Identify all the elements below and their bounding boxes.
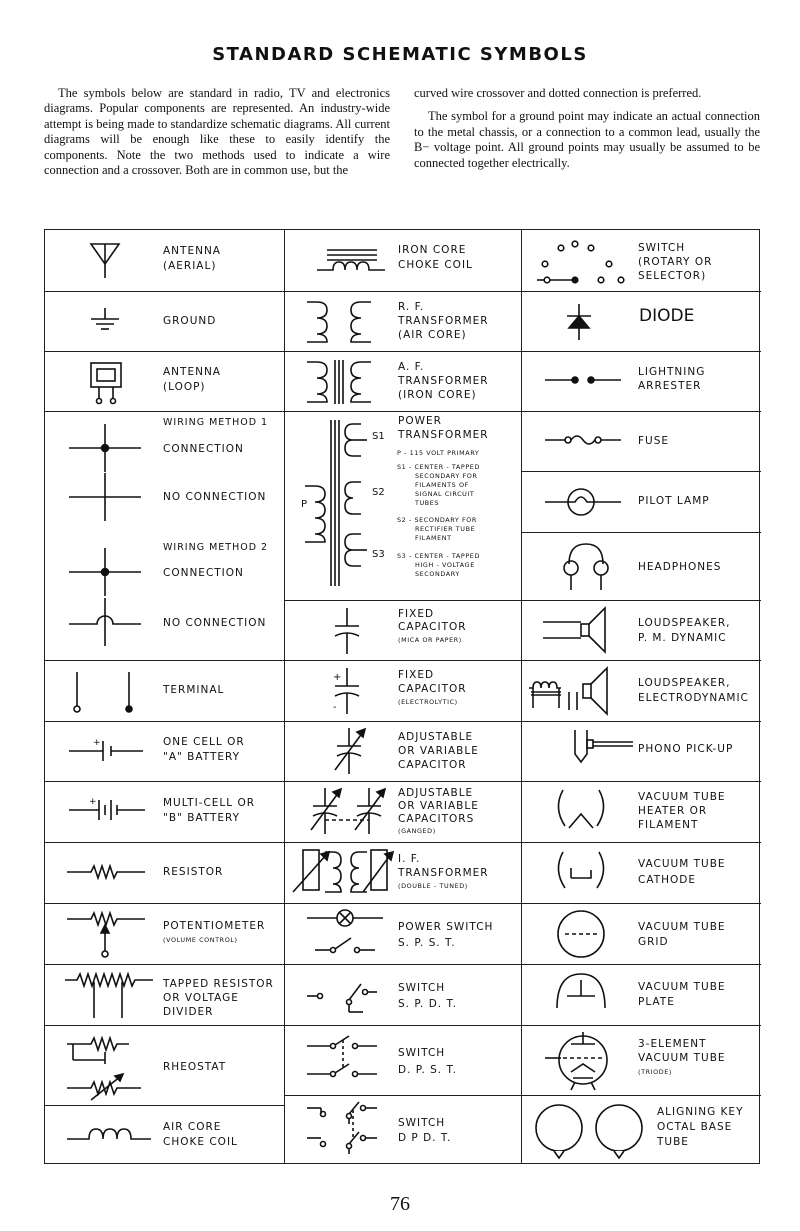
power-transformer-note: FILAMENTS OF (415, 481, 469, 489)
tapped-resistor-icon (63, 968, 159, 1024)
tube-grid-label-2: GRID (638, 936, 669, 948)
row-divider (45, 411, 284, 412)
power-transformer-note: S2 - SECONDARY FOR (397, 516, 477, 524)
row-divider (45, 721, 284, 722)
row-divider (521, 721, 761, 722)
row-divider (284, 1025, 521, 1026)
tube-plate-label: VACUUM TUBE (638, 981, 726, 993)
multicell-battery-label: MULTI-CELL OR (163, 797, 256, 809)
antenna-label: ANTENNA (163, 245, 221, 257)
electrodynamic-loudspeaker-label: LOUDSPEAKER, (638, 677, 731, 689)
wire-no-connection-label: NO CONNECTION (163, 491, 267, 503)
row-divider (521, 1025, 761, 1026)
power-transformer-note: RECTIFIER TUBE (415, 525, 476, 533)
air-core-choke-label: AIR CORE (163, 1121, 222, 1133)
ganged-capacitors-label-2: OR VARIABLE (398, 800, 479, 812)
wire-crossover-icon (65, 471, 145, 523)
rf-transformer-label: R. F. (398, 301, 425, 313)
power-transformer-label: POWER (398, 415, 442, 427)
tube-plate-label-2: PLATE (638, 996, 675, 1008)
row-divider (45, 842, 284, 843)
terminal-icon (69, 668, 139, 716)
loop-antenna-icon (85, 357, 129, 407)
dpdt-switch-label: SWITCH (398, 1117, 446, 1129)
if-transformer-icon (289, 846, 393, 898)
variable-capacitor-label-2: OR VARIABLE (398, 745, 479, 757)
multicell-battery-icon (65, 792, 155, 828)
symbol-table (44, 229, 760, 1164)
row-divider (45, 1025, 284, 1026)
wire-connection-label: CONNECTION (163, 443, 244, 455)
tube-heater-icon (551, 786, 611, 836)
diode-label: DIODE (639, 306, 695, 326)
ganged-capacitors-label: ADJUSTABLE (398, 787, 474, 799)
octal-base-label-3: TUBE (657, 1136, 689, 1148)
power-transformer-note: HIGH - VOLTAGE (415, 561, 475, 569)
rotary-switch-label-3: SELECTOR) (638, 270, 707, 282)
octal-base-label: ALIGNING KEY (657, 1106, 744, 1118)
row-divider (521, 842, 761, 843)
row-divider (521, 351, 761, 352)
triode-icon (541, 1030, 625, 1090)
power-transformer-note: S1 - CENTER - TAPPED (397, 463, 480, 471)
resistor-icon (65, 860, 155, 884)
row-divider (521, 411, 761, 412)
power-transformer-label-2: TRANSFORMER (398, 429, 489, 441)
svg-text:+: + (93, 738, 101, 748)
wiring-method-2-heading: WIRING METHOD 2 (163, 542, 269, 553)
svg-text:-: - (333, 702, 337, 713)
rheostat-label: RHEOSTAT (163, 1061, 227, 1073)
if-transformer-label: I. F. (398, 853, 421, 865)
primary-tap-label: P (301, 499, 308, 510)
dpst-switch-label: SWITCH (398, 1047, 446, 1059)
dpdt-switch-label-2: D P D. T. (398, 1132, 452, 1144)
power-transformer-note: SIGNAL CIRCUIT (415, 490, 475, 498)
row-divider (521, 964, 761, 965)
electrodynamic-loudspeaker-label-2: ELECTRODYNAMIC (638, 692, 749, 704)
wire-crossover-curved-icon (65, 596, 145, 648)
battery-label: ONE CELL OR (163, 736, 245, 748)
octal-base-label-2: OCTAL BASE (657, 1121, 733, 1133)
if-transformer-label-2: TRANSFORMER (398, 867, 489, 879)
fuse-icon (541, 430, 631, 450)
electrolytic-capacitor-icon (327, 666, 367, 716)
terminal-label: TERMINAL (163, 684, 225, 696)
secondary-1-tap-label: S1 (372, 431, 385, 442)
resistor-label: RESISTOR (163, 866, 224, 878)
phono-pickup-label: PHONO PICK-UP (638, 743, 734, 755)
tube-heater-label: VACUUM TUBE (638, 791, 726, 803)
rf-transformer-icon (303, 298, 375, 346)
headphones-icon (561, 540, 611, 596)
row-divider (284, 781, 521, 782)
row-divider (45, 903, 284, 904)
spdt-switch-icon (303, 972, 393, 1016)
power-switch-label-2: S. P. S. T. (398, 937, 456, 949)
pm-loudspeaker-icon (539, 602, 615, 658)
fixed-capacitor-label-3: (MICA OR PAPER) (398, 636, 462, 644)
tube-heater-label-3: FILAMENT (638, 819, 699, 831)
page-title: STANDARD SCHEMATIC SYMBOLS (212, 44, 588, 65)
tapped-resistor-label-3: DIVIDER (163, 1006, 214, 1018)
rheostat-icon (65, 1030, 155, 1102)
fixed-capacitor-label: FIXED (398, 608, 435, 620)
triode-label-3: (TRIODE) (638, 1068, 673, 1076)
row-divider (521, 600, 761, 601)
af-transformer-label: A. F. (398, 361, 425, 373)
tube-grid-icon (553, 908, 609, 960)
intro-paragraph-2: curved wire crossover and dotted connection is preferred. (414, 86, 702, 100)
tube-grid-label: VACUUM TUBE (638, 921, 726, 933)
octal-base-icon (535, 1096, 655, 1160)
svg-text:+: + (333, 672, 342, 683)
row-divider (284, 842, 521, 843)
electrodynamic-loudspeaker-icon (525, 662, 615, 718)
potentiometer-label: POTENTIOMETER (163, 920, 266, 932)
if-transformer-label-3: (DOUBLE - TUNED) (398, 882, 468, 890)
variable-capacitor-icon (327, 726, 371, 776)
dpst-switch-icon (303, 1032, 393, 1088)
row-divider (284, 1095, 521, 1096)
row-divider (284, 660, 521, 661)
pilot-lamp-icon (541, 484, 631, 520)
tube-plate-icon (553, 970, 609, 1022)
tube-cathode-label: VACUUM TUBE (638, 858, 726, 870)
loop-antenna-label-2: (LOOP) (163, 381, 206, 393)
ganged-capacitors-icon (303, 786, 393, 838)
power-transformer-note: SECONDARY (415, 570, 460, 578)
battery-label-2: "A" BATTERY (163, 751, 241, 763)
row-divider (45, 1105, 284, 1106)
potentiometer-label-2: (VOLUME CONTROL) (163, 936, 238, 944)
row-divider (284, 351, 521, 352)
dpdt-switch-icon (303, 1098, 393, 1158)
row-divider (521, 532, 761, 533)
electrolytic-capacitor-label-2: CAPACITOR (398, 683, 467, 695)
row-divider (521, 291, 761, 292)
row-divider (284, 411, 521, 412)
row-divider (521, 471, 761, 472)
lightning-arrester-icon (541, 370, 631, 390)
af-transformer-label-3: (IRON CORE) (398, 389, 477, 401)
column-divider (521, 230, 522, 1163)
dpst-switch-label-2: D. P. S. T. (398, 1064, 457, 1076)
row-divider (45, 660, 284, 661)
row-divider (45, 964, 284, 965)
lightning-arrester-label-2: ARRESTER (638, 380, 702, 392)
power-transformer-note: FILAMENT (415, 534, 452, 542)
power-switch-icon (303, 906, 393, 962)
lightning-arrester-label: LIGHTNING (638, 366, 706, 378)
headphones-label: HEADPHONES (638, 561, 722, 573)
iron-core-choke-label: IRON CORE (398, 244, 467, 256)
row-divider (284, 964, 521, 965)
power-transformer-note: TUBES (415, 499, 440, 507)
row-divider (45, 291, 284, 292)
intro-paragraph-1: The symbols below are standard in radio, TV and electronics diagrams. Popular components are represented. An industry-wide attempt is being made to standardize schematic diagrams. All current diagrams will be enough like these to easily identify the components. Note the two methods used to indicate a wire connection and a crossover. Both are in common use, but the (44, 86, 390, 178)
wiring-method-1-heading: WIRING METHOD 1 (163, 417, 269, 428)
row-divider (521, 903, 761, 904)
rf-transformer-label-2: TRANSFORMER (398, 315, 489, 327)
fixed-capacitor-icon (327, 606, 367, 656)
fixed-capacitor-label-2: CAPACITOR (398, 621, 467, 633)
electrolytic-capacitor-label-3: (ELECTROLYTIC) (398, 698, 458, 706)
spdt-switch-label: SWITCH (398, 982, 446, 994)
triode-label-2: VACUUM TUBE (638, 1052, 726, 1064)
intro-left-column (44, 86, 390, 178)
tube-cathode-icon (551, 848, 611, 898)
af-transformer-label-2: TRANSFORMER (398, 375, 489, 387)
row-divider (284, 600, 521, 601)
rotary-switch-icon (535, 236, 635, 288)
row-divider (45, 351, 284, 352)
fuse-label: FUSE (638, 435, 670, 447)
variable-capacitor-label-3: CAPACITOR (398, 759, 467, 771)
tapped-resistor-label-2: OR VOLTAGE (163, 992, 239, 1004)
variable-capacitor-label: ADJUSTABLE (398, 731, 474, 743)
ground-label: GROUND (163, 315, 217, 327)
air-core-choke-label-2: CHOKE COIL (163, 1136, 238, 1148)
ground-icon (87, 306, 123, 336)
tapped-resistor-label: TAPPED RESISTOR (163, 978, 274, 990)
row-divider (521, 660, 761, 661)
triode-label: 3-ELEMENT (638, 1038, 707, 1050)
ganged-capacitors-label-4: (GANGED) (398, 827, 436, 835)
spdt-switch-label-2: S. P. D. T. (398, 998, 457, 1010)
rotary-switch-label-2: (ROTARY OR (638, 256, 713, 268)
ganged-capacitors-label-3: CAPACITORS (398, 813, 475, 825)
power-transformer-note: P - 115 VOLT PRIMARY (397, 449, 480, 457)
af-transformer-icon (303, 358, 375, 406)
row-divider (45, 781, 284, 782)
row-divider (284, 903, 521, 904)
wire-connection-icon (65, 546, 145, 598)
wire-connection-icon (65, 422, 145, 474)
diode-icon (561, 302, 597, 342)
power-transformer-note: S3 - CENTER - TAPPED (397, 552, 480, 560)
page-number: 76 (390, 1193, 410, 1215)
phono-pickup-icon (569, 726, 639, 766)
rf-transformer-label-3: (AIR CORE) (398, 329, 467, 341)
pm-loudspeaker-label-2: P. M. DYNAMIC (638, 632, 727, 644)
secondary-3-tap-label: S3 (372, 549, 385, 560)
pm-loudspeaker-label: LOUDSPEAKER, (638, 617, 731, 629)
tube-heater-label-2: HEATER OR (638, 805, 708, 817)
potentiometer-icon (65, 907, 155, 963)
rotary-switch-label: SWITCH (638, 242, 686, 254)
svg-text:+: + (89, 797, 97, 807)
tube-cathode-label-2: CATHODE (638, 874, 696, 886)
iron-core-choke-icon (315, 246, 387, 276)
row-divider (284, 721, 521, 722)
wire-connection-2-label: CONNECTION (163, 567, 244, 579)
air-core-choke-icon (65, 1123, 155, 1149)
column-divider (284, 230, 285, 1163)
intro-paragraph-3: The symbol for a ground point may indicate an actual connection to the metal chassis, or a connection to a common lead, usually the B− voltage point. All ground points may usually be assumed to be connected together electrically. (414, 109, 760, 170)
electrolytic-capacitor-label: FIXED (398, 669, 435, 681)
antenna-label-2: (AERIAL) (163, 260, 217, 272)
intro-right-column (414, 86, 760, 171)
power-transformer-note: SECONDARY FOR (415, 472, 478, 480)
battery-icon (65, 733, 155, 769)
wire-no-connection-2-label: NO CONNECTION (163, 617, 267, 629)
secondary-2-tap-label: S2 (372, 487, 385, 498)
power-switch-label: POWER SWITCH (398, 921, 494, 933)
multicell-battery-label-2: "B" BATTERY (163, 812, 241, 824)
loop-antenna-label: ANTENNA (163, 366, 221, 378)
pilot-lamp-label: PILOT LAMP (638, 495, 710, 507)
row-divider (284, 291, 521, 292)
iron-core-choke-label-2: CHOKE COIL (398, 259, 473, 271)
row-divider (521, 781, 761, 782)
antenna-icon (85, 238, 125, 282)
